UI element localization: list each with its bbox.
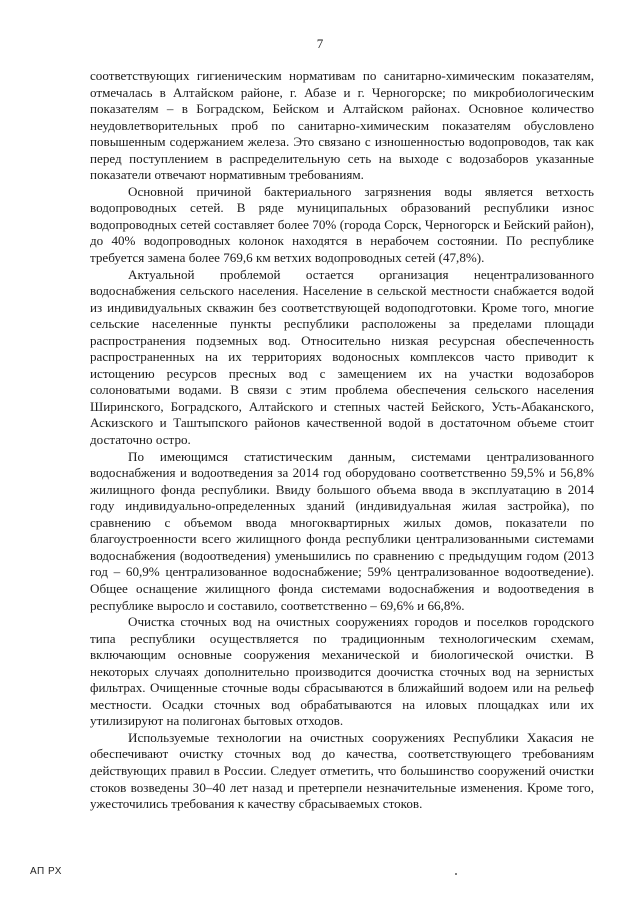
page-number: 7	[316, 36, 324, 51]
paragraph-statistics: По имеющимся статистическим данным, системами централизованного водоснабжения и водоотведения за 2014 год оборудовано соответственно 59,5% и 56,8% жилищного фонда республики. Ввиду большого объема ввода в эксплуатацию в 2014 году индивидуально-определенных зданий (индивидуальная жилая застройка), по сравнению с объемом ввода многоквартирных жилых домов, показатели по благоустроенности всего жилищного фонда республики централизованными системами водоснабжения (водоотведения) уменьшились по сравнению с предыдущим годом (2013 год – 60,9% централизованное водоснабжение; 59% централизованное водоотведение). Общее оснащение жилищного фонда системами водоснабжения и водоотведения в республике выросло и составило, соответственно – 69,6% и 66,8%.	[90, 448, 594, 613]
document-body	[90, 68, 594, 813]
paragraph-continuation: соответствующих гигиеническим нормативам по санитарно-химическим показателям, отмечалась в Алтайском районе, г. Абазе и г. Черногорске; по микробиологическим показателям – в Боградском, Бейском и Алтайском районах. Основное количество неудовлетворительных проб по санитарно-химическим показателям обусловлено повышенным содержанием железа. Это связано с изношенностью водопроводов, так как перед поступлением в распределительную сеть на выходе с водозаборов указанные показатели отвечают нормативным требованиям.	[90, 68, 594, 183]
paragraph-rural-water-supply: Актуальной проблемой остается организация нецентрализованного водоснабжения сельского населения. Население в сельской местности снабжается водой из индивидуальных скважин без соответствующей водоподготовки. Кроме того, многие сельские населенные пункты республики расположены за пределами площади распространения подземных вод. Относительно низкая ресурсная обеспеченность распространенных на их территориях водоносных комплексов часто приводит к истощению ресурсов пресных вод с замещением их на участки водозаборов солоноватыми водами. В связи с этим проблема обеспечения сельского населения Ширинского, Боградского, Алтайского и степных частей Бейского, Усть-Абаканского, Аскизского и Таштыпского районов качественной водой в достаточном объеме стоит достаточно остро.	[90, 266, 594, 448]
scan-speck	[455, 873, 457, 875]
paragraph-bacterial-contamination: Основной причиной бактериального загрязнения воды является ветхость водопроводных сетей. В ряде муниципальных образований республики износ водопроводных сетей составляет более 70% (города Сорск, Черногорск и Бейский район), до 40% водопроводных колонок находятся в нерабочем состоянии. По республике требуется замена более 769,6 км ветхих водопроводных сетей (47,8%).	[90, 183, 594, 266]
paragraph-wastewater-treatment: Очистка сточных вод на очистных сооружениях городов и поселков городского типа республики осуществляется по традиционным технологическим схемам, включающим основные сооружения механической и биологической очистки. В некоторых случаях дополнительно производится доочистка сточных вод на зернистых фильтрах. Очищенные сточные воды сбрасываются в ближайший водоем или на рельеф местности. Осадки сточных вод обрабатываются на иловых площадках или их утилизируют на полигонах бытовых отходов.	[90, 614, 594, 729]
footer-label: АП РХ	[30, 866, 62, 877]
paragraph-treatment-technologies: Используемые технологии на очистных сооружениях Республики Хакасия не обеспечивают очистку сточных вод до качества, соответствующего требованиям действующих правил в России. Следует отметить, что большинство сооружений очистки стоков возведены 30–40 лет назад и претерпели незначительные изменения. Кроме того, ужесточились требования к качеству сбрасываемых стоков.	[90, 729, 594, 812]
